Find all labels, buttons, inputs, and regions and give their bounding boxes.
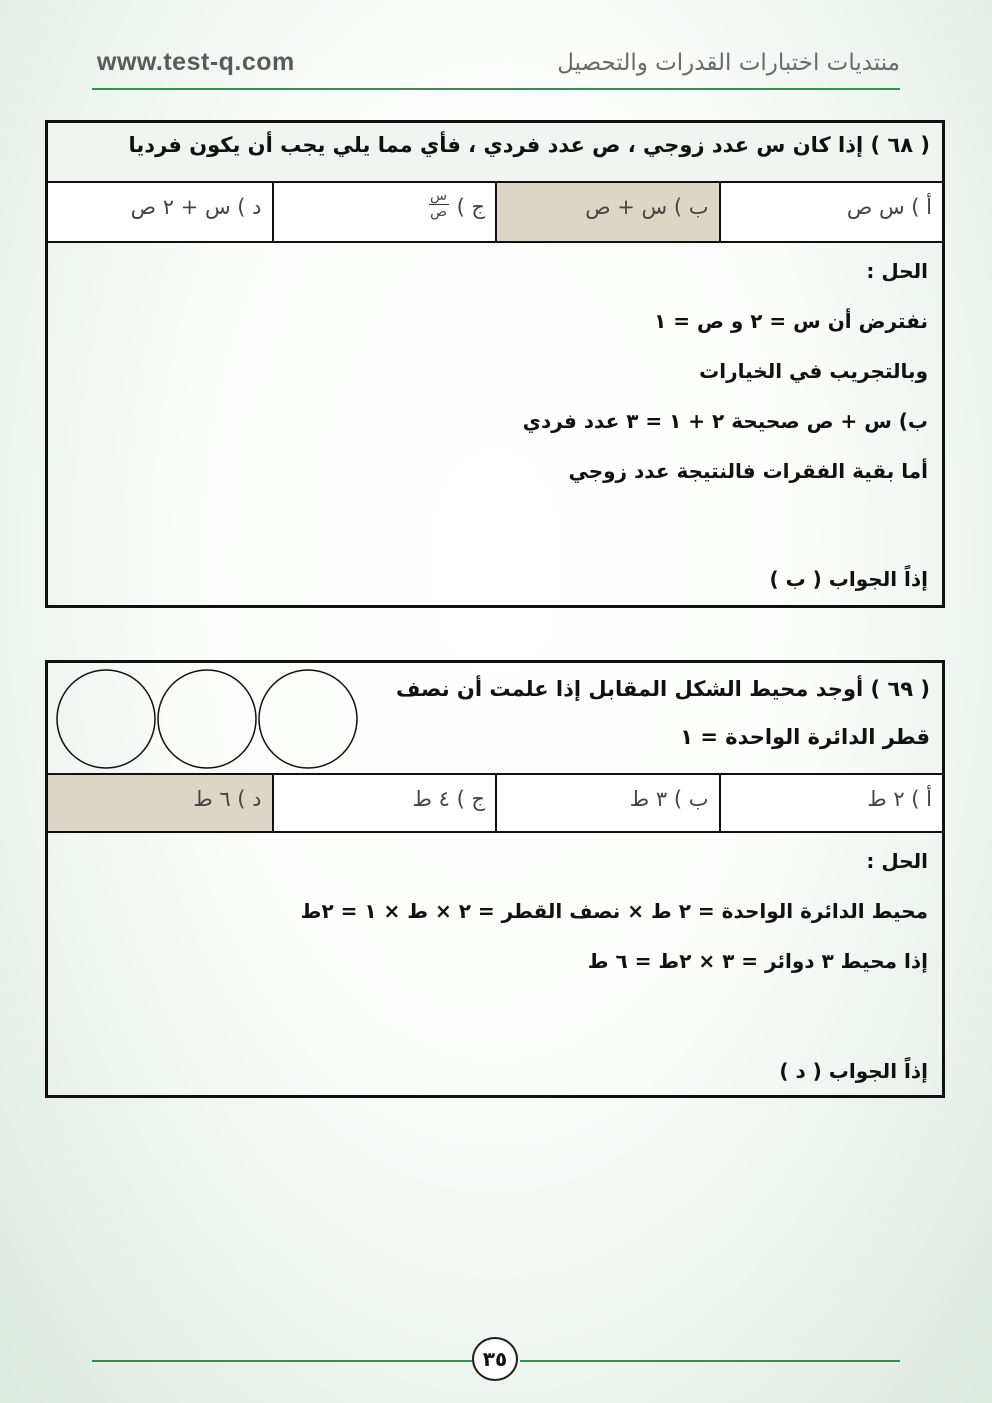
page-number: ٣٥ bbox=[472, 1337, 518, 1381]
three-circles-figure bbox=[55, 669, 361, 769]
question-69-text bbox=[48, 663, 942, 775]
solution-line: نفترض أن س = ٢ و ص = ١ bbox=[654, 309, 928, 333]
fraction-numerator: س bbox=[430, 188, 448, 204]
solution-line: أما بقية الفقرات فالنتيجة عدد زوجي bbox=[568, 459, 928, 483]
fraction bbox=[429, 189, 449, 220]
answer-text: إذاً الجواب ( د ) bbox=[779, 1059, 928, 1083]
header-divider bbox=[92, 88, 900, 90]
solution-heading: الحل : bbox=[866, 259, 928, 283]
question-68-box bbox=[45, 120, 945, 608]
question-69-line1: ( ٦٩ ) أوجد محيط الشكل المقابل إذا علمت أن نصف bbox=[396, 677, 930, 701]
circle-1 bbox=[57, 670, 155, 768]
solution-line: وبالتجريب في الخيارات bbox=[699, 359, 928, 383]
question-69-options bbox=[48, 775, 942, 833]
solution-line: إذا محيط ٣ دوائر = ٣ × ٢ط = ٦ ط bbox=[587, 949, 928, 973]
header-title: منتديات اختبارات القدرات والتحصيل bbox=[557, 50, 900, 76]
circle-2 bbox=[158, 670, 256, 768]
option-d[interactable]: د ) س + ٢ ص bbox=[48, 183, 272, 241]
answer-text: إذاً الجواب ( ب ) bbox=[769, 567, 928, 591]
question-69-box bbox=[45, 660, 945, 1098]
option-c[interactable] bbox=[272, 183, 496, 241]
circle-3 bbox=[259, 670, 357, 768]
solution-line: محيط الدائرة الواحدة = ٢ ط × نصف القطر = ٢ × ط × ١ = ٢ط bbox=[300, 899, 928, 923]
solution-line: ب) س + ص صحيحة ٢ + ١ = ٣ عدد فردي bbox=[522, 409, 928, 433]
solution-68 bbox=[48, 241, 942, 605]
option-c[interactable]: ج ) ٤ ط bbox=[272, 775, 496, 831]
solution-69 bbox=[48, 831, 942, 1095]
site-url[interactable]: www.test-q.com bbox=[97, 48, 295, 76]
question-68-options bbox=[48, 183, 942, 243]
solution-heading: الحل : bbox=[866, 849, 928, 873]
question-68-text: ( ٦٨ ) إذا كان س عدد زوجي ، ص عدد فردي ، فأي مما يلي يجب أن يكون فرديا bbox=[48, 123, 942, 183]
question-69-line2: قطر الدائرة الواحدة = ١ bbox=[680, 725, 930, 749]
option-a[interactable]: أ ) ٢ ط bbox=[719, 775, 943, 831]
option-b-correct[interactable]: ب ) س + ص bbox=[495, 183, 719, 241]
fraction-denominator: ص bbox=[430, 204, 448, 220]
option-d-correct[interactable]: د ) ٦ ط bbox=[48, 775, 272, 831]
option-b[interactable]: ب ) ٣ ط bbox=[495, 775, 719, 831]
footer-divider-left bbox=[92, 1360, 472, 1362]
option-c-label: ج ) bbox=[456, 195, 485, 219]
footer-divider-right bbox=[520, 1360, 900, 1362]
option-a[interactable]: أ ) س ص bbox=[719, 183, 943, 241]
